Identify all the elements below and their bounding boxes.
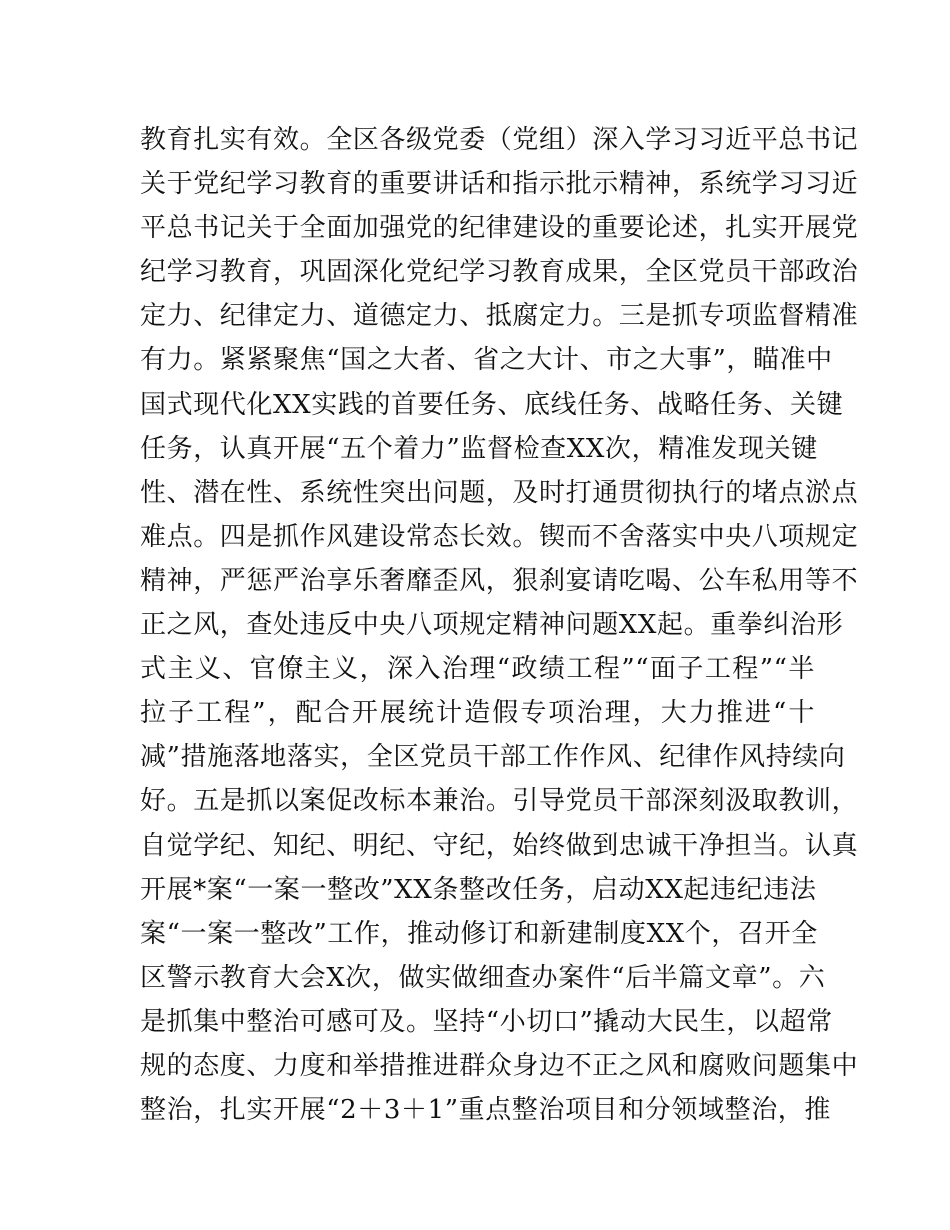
- text-line: 难点。四是抓作风建设常态长效。锲而不舍落实中央八项规定: [140, 521, 859, 552]
- text-line: 案“一案一整改”工作，推动修订和新建制度XX个，召开全: [140, 918, 818, 949]
- text-line: 自觉学纪、知纪、明纪、守纪，始终做到忠诚干净担当。认真: [140, 830, 859, 861]
- text-line: 教育扎实有效。全区各级党委（党组）深入学习习近平总书记: [140, 125, 859, 155]
- text-line: 任务，认真开展“五个着力”监督检查XX次，精准发现关键: [140, 433, 818, 464]
- text-line: 正之风，查处违反中央八项规定精神问题XX起。重拳纠治形: [140, 610, 844, 641]
- text-line: 区警示教育大会X次，做实做细查办案件“后半篇文章”。六: [140, 962, 826, 993]
- text-line: 式主义、官僚主义，深入治理“政绩工程”“面子工程”“半: [140, 654, 815, 685]
- text-line: 国式现代化XX实践的首要任务、底线任务、战略任务、关键: [140, 389, 844, 420]
- text-line: 好。五是抓以案促改标本兼治。引导党员干部深刻汲取教训，: [140, 786, 859, 817]
- text-line: 纪学习教育，巩固深化党纪学习教育成果，全区党员干部政治: [140, 257, 859, 288]
- text-line: 定力、纪律定力、道德定力、抵腐定力。三是抓专项监督精准: [140, 301, 859, 332]
- text-line: 拉子工程”，配合开展统计造假专项治理，大力推进“十: [140, 698, 815, 729]
- text-line: 是抓集中整治可感可及。坚持“小切口”撬动大民生，以超常: [140, 1006, 833, 1037]
- text-line: 开展*案“一案一整改”XX条整改任务，启动XX起违纪违法: [140, 874, 817, 905]
- body-text: [140, 118, 859, 1132]
- text-line: 规的态度、力度和举措推进群众身边不正之风和腐败问题集中: [140, 1050, 859, 1081]
- text-line: 性、潜在性、系统性突出问题，及时打通贯彻执行的堵点淤点: [140, 477, 859, 508]
- text-line: 平总书记关于全面加强党的纪律建设的重要论述，扎实开展党: [140, 213, 859, 244]
- text-line: 精神，严惩严治享乐奢靡歪风，狠刹宴请吃喝、公车私用等不: [140, 565, 859, 596]
- text-line: 整治，扎实开展“2＋3＋1”重点整治项目和分领域整治，推: [140, 1095, 832, 1126]
- text-line: 关于党纪学习教育的重要讲话和指示批示精神，系统学习习近: [140, 169, 859, 200]
- text-line: 减”措施落地落实，全区党员干部工作作风、纪律作风持续向: [140, 742, 846, 773]
- text-line: 有力。紧紧聚焦“国之大者、省之大计、市之大事”，瞄准中: [140, 345, 833, 376]
